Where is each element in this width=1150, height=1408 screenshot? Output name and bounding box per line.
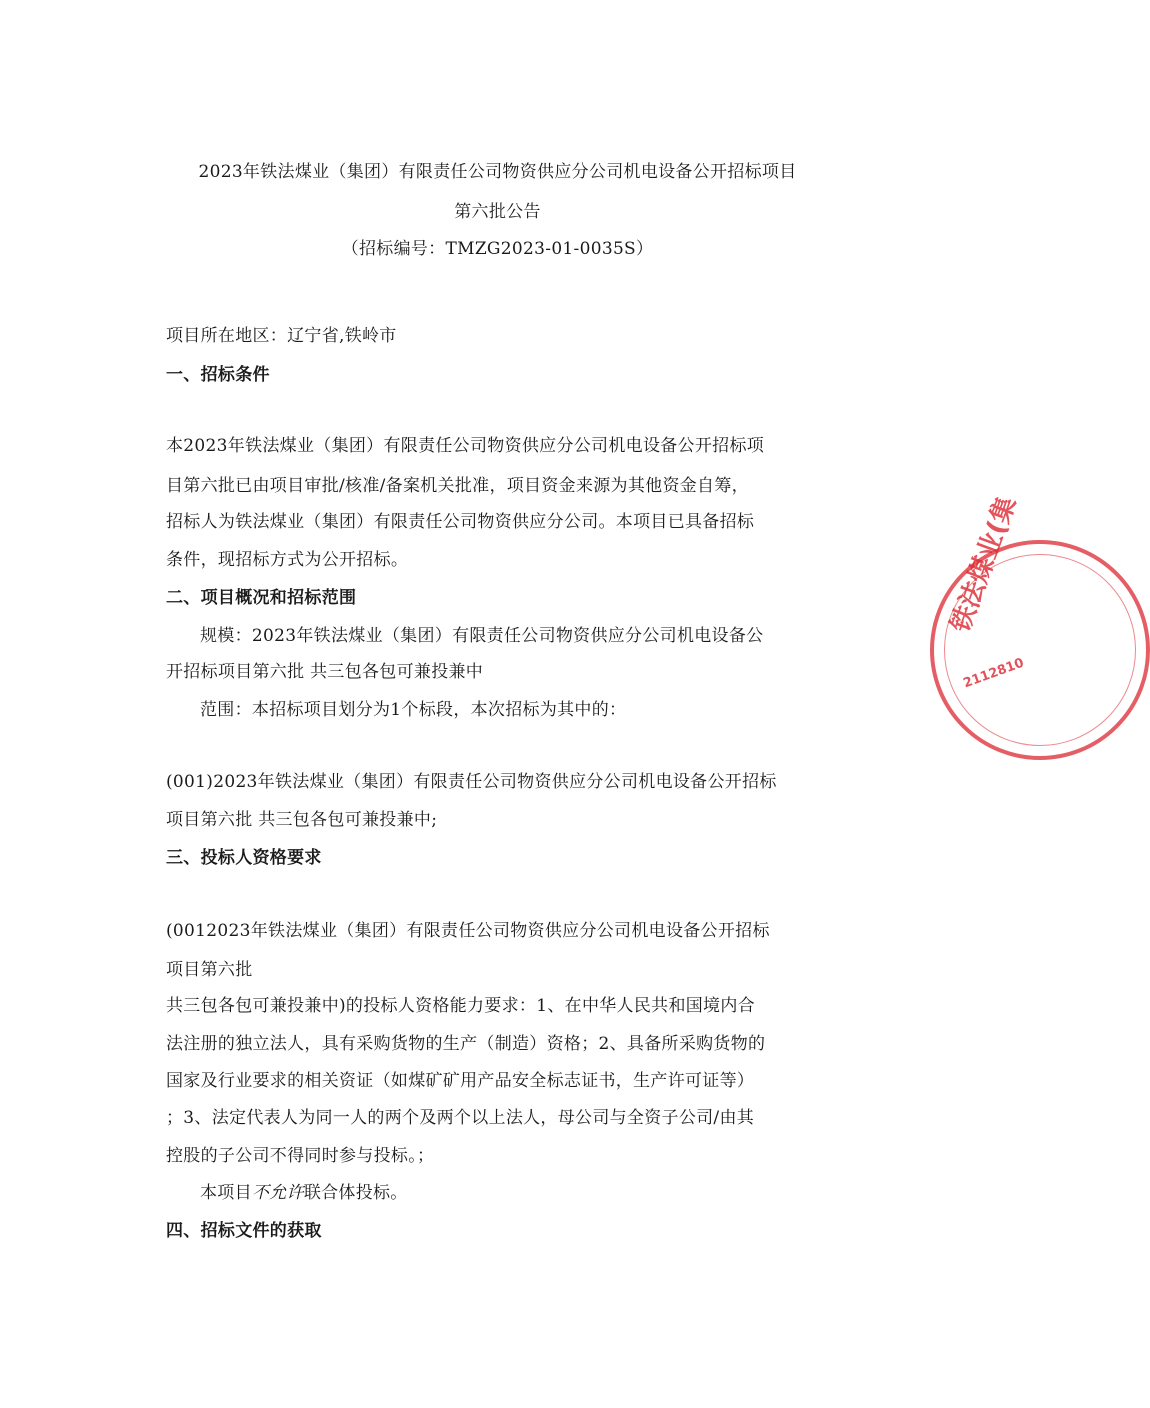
consortium-suffix: 联合体投标。 <box>303 1183 408 1203</box>
official-seal-text: 铁法煤业(集 <box>945 492 1023 637</box>
section3-line-4: 法注册的独立法人，具有采购货物的生产（制造）资格；2、具备所采购货物的 <box>166 1034 766 1054</box>
project-location: 项目所在地区：辽宁省,铁岭市 <box>166 326 397 346</box>
section1-line-1: 本2023年铁法煤业（集团）有限责任公司物资供应分公司机电设备公开招标项 <box>166 436 765 456</box>
consortium-prefix: 本项目 <box>200 1183 252 1203</box>
section1-line-3: 招标人为铁法煤业（集团）有限责任公司物资供应分公司。本项目已具备招标 <box>166 512 755 532</box>
item-line-1: (001)2023年铁法煤业（集团）有限责任公司物资供应分公司机电设备公开招标 <box>166 772 777 792</box>
document-title-line-2: 第六批公告 <box>454 202 541 222</box>
scope-line: 范围：本招标项目划分为1个标段，本次招标为其中的： <box>200 700 627 720</box>
section3-line-1: (0012023年铁法煤业（集团）有限责任公司物资供应分公司机电设备公开招标 <box>166 921 770 941</box>
section-heading-1: 一、招标条件 <box>166 365 270 385</box>
section3-line-3: 共三包各包可兼投兼中)的投标人资格能力要求：1、在中华人民共和国境内合 <box>166 996 755 1016</box>
official-seal-stamp <box>930 492 1150 760</box>
consortium-value: 不允许 <box>251 1183 304 1203</box>
consortium-line <box>200 1181 408 1205</box>
item-line-2: 项目第六批 共三包各包可兼投兼中; <box>166 810 438 830</box>
scale-line-1: 规模：2023年铁法煤业（集团）有限责任公司物资供应分公司机电设备公 <box>200 626 764 646</box>
section3-line-7: 控股的子公司不得同时参与投标。； <box>166 1146 435 1166</box>
section3-line-5: 国家及行业要求的相关资证（如煤矿矿用产品安全标志证书，生产许可证等） <box>166 1071 755 1091</box>
section-heading-4: 四、招标文件的获取 <box>166 1221 322 1241</box>
document-title-line-1: 2023年铁法煤业（集团）有限责任公司物资供应分公司机电设备公开招标项目 <box>198 162 797 182</box>
tender-number: （招标编号：TMZG2023-01-0035S） <box>341 239 654 259</box>
section1-line-4: 条件，现招标方式为公开招标。 <box>166 550 409 570</box>
official-seal-code: 2112810 <box>961 655 1026 692</box>
section3-line-6: ；3、法定代表人为同一人的两个及两个以上法人，母公司与全资子公司/由其 <box>166 1108 755 1128</box>
section-heading-2: 二、项目概况和招标范围 <box>166 588 357 608</box>
section3-line-2: 项目第六批 <box>166 960 253 980</box>
scale-line-2: 开招标项目第六批 共三包各包可兼投兼中 <box>166 662 484 682</box>
section1-line-2: 目第六批已由项目审批/核准/备案机关批准，项目资金来源为其他资金自筹， <box>166 476 749 496</box>
section-heading-3: 三、投标人资格要求 <box>166 848 322 868</box>
